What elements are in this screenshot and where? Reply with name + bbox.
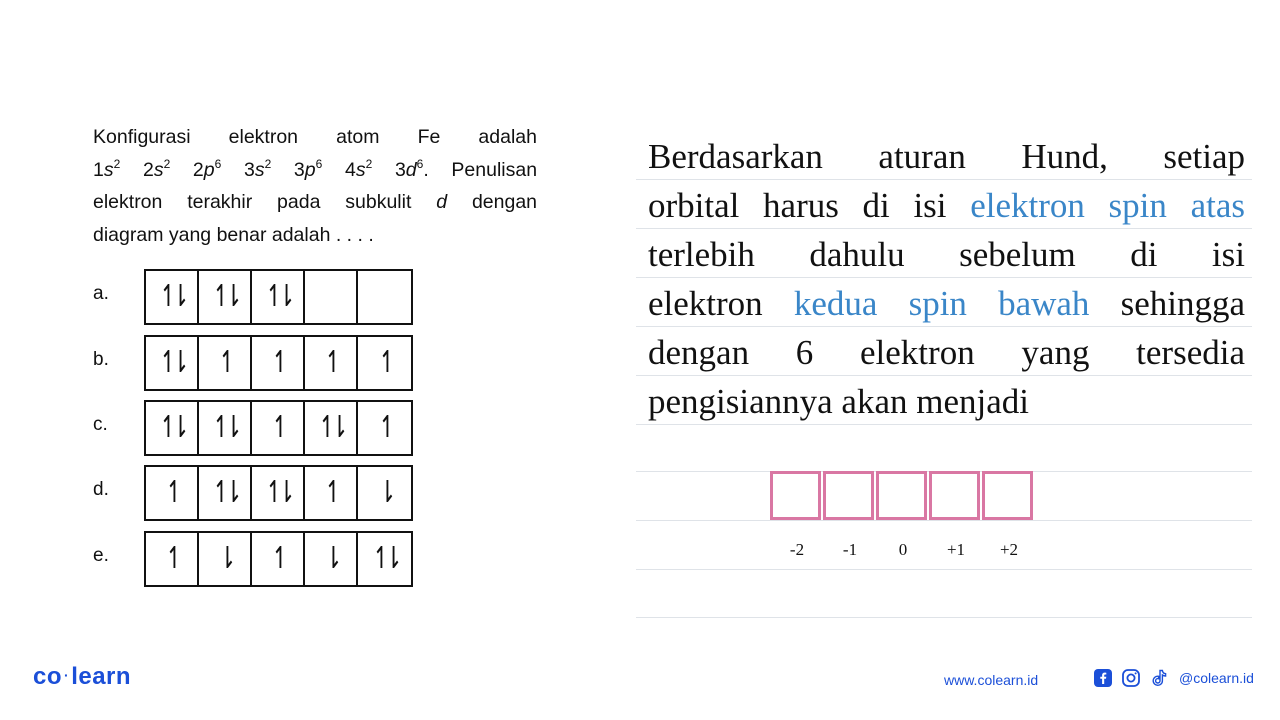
tiktok-icon[interactable]: [1149, 668, 1169, 688]
spin-up-icon: ↿: [378, 410, 391, 445]
ruled-line: [636, 617, 1252, 618]
spin-pair-icon: ↿⇂: [318, 410, 343, 445]
orbital-box: [770, 471, 821, 520]
explanation-row-3: terlebih dahulu sebelum di isi: [648, 235, 1245, 274]
spin-up-icon: ↿: [324, 475, 337, 510]
orbital-cell: [358, 533, 411, 585]
electron-configuration: [93, 154, 537, 187]
spin-pair-icon: ↿⇂: [265, 475, 290, 510]
spin-pair-icon: ↿⇂: [212, 475, 237, 510]
spin-up-icon: ↿: [271, 345, 284, 380]
ruled-line: [636, 179, 1252, 180]
orbital-cell: [199, 337, 252, 389]
orbital-label: -1: [842, 540, 858, 559]
orbital-cell: [358, 467, 411, 519]
orbital-diagram-empty: [770, 471, 1035, 520]
spin-pair-icon: ↿⇂: [159, 345, 184, 380]
orbital-cell: [252, 467, 305, 519]
orbital-cell: [199, 271, 252, 323]
orbital-cell: [252, 533, 305, 585]
colearn-logo: co ·learn: [33, 663, 132, 690]
orbital-cell: [358, 402, 411, 454]
facebook-icon[interactable]: [1093, 668, 1113, 688]
config-term: $3p^6$: [293, 156, 323, 181]
orbital-cell: [305, 533, 358, 585]
question-line-1: Konfigurasi elektron atom Fe adalah: [93, 126, 537, 148]
ruled-line: [636, 228, 1252, 229]
question-line-4: diagram yang benar adalah . . . .: [93, 223, 374, 246]
orbital-box: [929, 471, 980, 520]
ruled-line: [636, 375, 1252, 376]
config-tail: . Penulisan: [423, 158, 538, 181]
spin-up-icon: ↿: [271, 541, 284, 576]
orbital-cell: [305, 402, 358, 454]
website-link[interactable]: www.colearn.id: [944, 672, 1039, 688]
config-term: $3s^2$: [243, 156, 272, 181]
ruled-line: [636, 520, 1252, 521]
config-term: $1s^2$: [93, 156, 121, 181]
orbital-cell: [199, 533, 252, 585]
highlight-spin-down: kedua spin bawah: [793, 284, 1090, 323]
explanation-row-1: Berdasarkan aturan Hund, setiap: [648, 137, 1245, 176]
explanation-row-5: dengan 6 elektron yang tersedia: [648, 333, 1245, 372]
explanation-row-6: pengisiannya akan menjadi: [648, 382, 1029, 421]
orbital-cell: [146, 337, 199, 389]
spin-pair-icon: ↿⇂: [159, 279, 184, 314]
spin-up-icon: ↿: [165, 541, 178, 576]
spin-pair-icon: ↿⇂: [372, 541, 397, 576]
option-c[interactable]: [93, 400, 413, 454]
ruled-line: [636, 569, 1252, 570]
orbital-cell: [252, 271, 305, 323]
orbital-cell: [252, 337, 305, 389]
orbital-diagram: [144, 269, 413, 325]
ruled-line: [636, 277, 1252, 278]
explanation-text: [648, 132, 1245, 426]
spin-up-icon: ↿: [324, 345, 337, 380]
orbital-cell: [146, 271, 199, 323]
option-d[interactable]: [93, 465, 413, 519]
ruled-line: [636, 424, 1252, 425]
explanation-row-4: elektron kedua spin bawah sehingga: [648, 284, 1245, 323]
orbital-cell: [146, 402, 199, 454]
orbital-cell: [358, 337, 411, 389]
highlight-spin-up: elektron spin atas: [970, 186, 1245, 225]
spin-down-icon: ⇂: [378, 475, 391, 510]
spin-up-icon: ↿: [218, 345, 231, 380]
orbital-cell: [305, 271, 358, 323]
option-b[interactable]: [93, 335, 413, 389]
orbital-diagram: [144, 400, 413, 456]
config-term: $2p^6$: [192, 156, 222, 181]
magnetic-quantum-labels: [770, 540, 1040, 562]
ruled-line: [636, 326, 1252, 327]
option-letter: e.: [93, 545, 109, 566]
option-letter: a.: [93, 283, 109, 304]
orbital-cell: [146, 467, 199, 519]
spin-pair-icon: ↿⇂: [212, 410, 237, 445]
orbital-box: [823, 471, 874, 520]
orbital-box: [876, 471, 927, 520]
orbital-label: -2: [789, 540, 805, 559]
spin-up-icon: ↿: [271, 410, 284, 445]
option-a[interactable]: [93, 269, 413, 323]
orbital-cell: [199, 402, 252, 454]
config-terms: [93, 156, 538, 181]
orbital-diagram: [144, 465, 413, 521]
orbital-label: +1: [946, 540, 966, 559]
orbital-cell: [358, 271, 411, 323]
social-links: [1093, 668, 1254, 688]
option-letter: b.: [93, 349, 109, 370]
config-term: $3d^6$: [394, 156, 424, 181]
orbital-cell: [199, 467, 252, 519]
question-text: [93, 121, 537, 251]
social-handle[interactable]: @colearn.id: [1179, 670, 1254, 686]
spin-up-icon: ↿: [378, 345, 391, 380]
orbital-diagram: [144, 531, 413, 587]
orbital-cell: [305, 467, 358, 519]
orbital-cell: [252, 402, 305, 454]
orbital-label: +2: [999, 540, 1019, 559]
option-letter: d.: [93, 479, 109, 500]
explanation-row-2: orbital harus di isi elektron spin atas: [648, 186, 1245, 225]
config-term: $2s^2$: [142, 156, 171, 181]
orbital-cell: [146, 533, 199, 585]
orbital-cell: [305, 337, 358, 389]
instagram-icon[interactable]: [1121, 668, 1141, 688]
spin-down-icon: ⇂: [218, 541, 231, 576]
spin-down-icon: ⇂: [324, 541, 337, 576]
spin-pair-icon: ↿⇂: [265, 279, 290, 314]
config-term: $4s^2$: [344, 156, 373, 181]
orbital-box: [982, 471, 1033, 520]
orbital-label: 0: [898, 540, 908, 559]
question-line-3: elektron terakhir pada subkulit d dengan: [93, 191, 538, 213]
option-letter: c.: [93, 414, 108, 435]
spin-up-icon: ↿: [165, 475, 178, 510]
spin-pair-icon: ↿⇂: [212, 279, 237, 314]
orbital-diagram: [144, 335, 413, 391]
subshell-d: d: [436, 191, 448, 213]
spin-pair-icon: ↿⇂: [159, 410, 184, 445]
option-e[interactable]: [93, 531, 413, 585]
